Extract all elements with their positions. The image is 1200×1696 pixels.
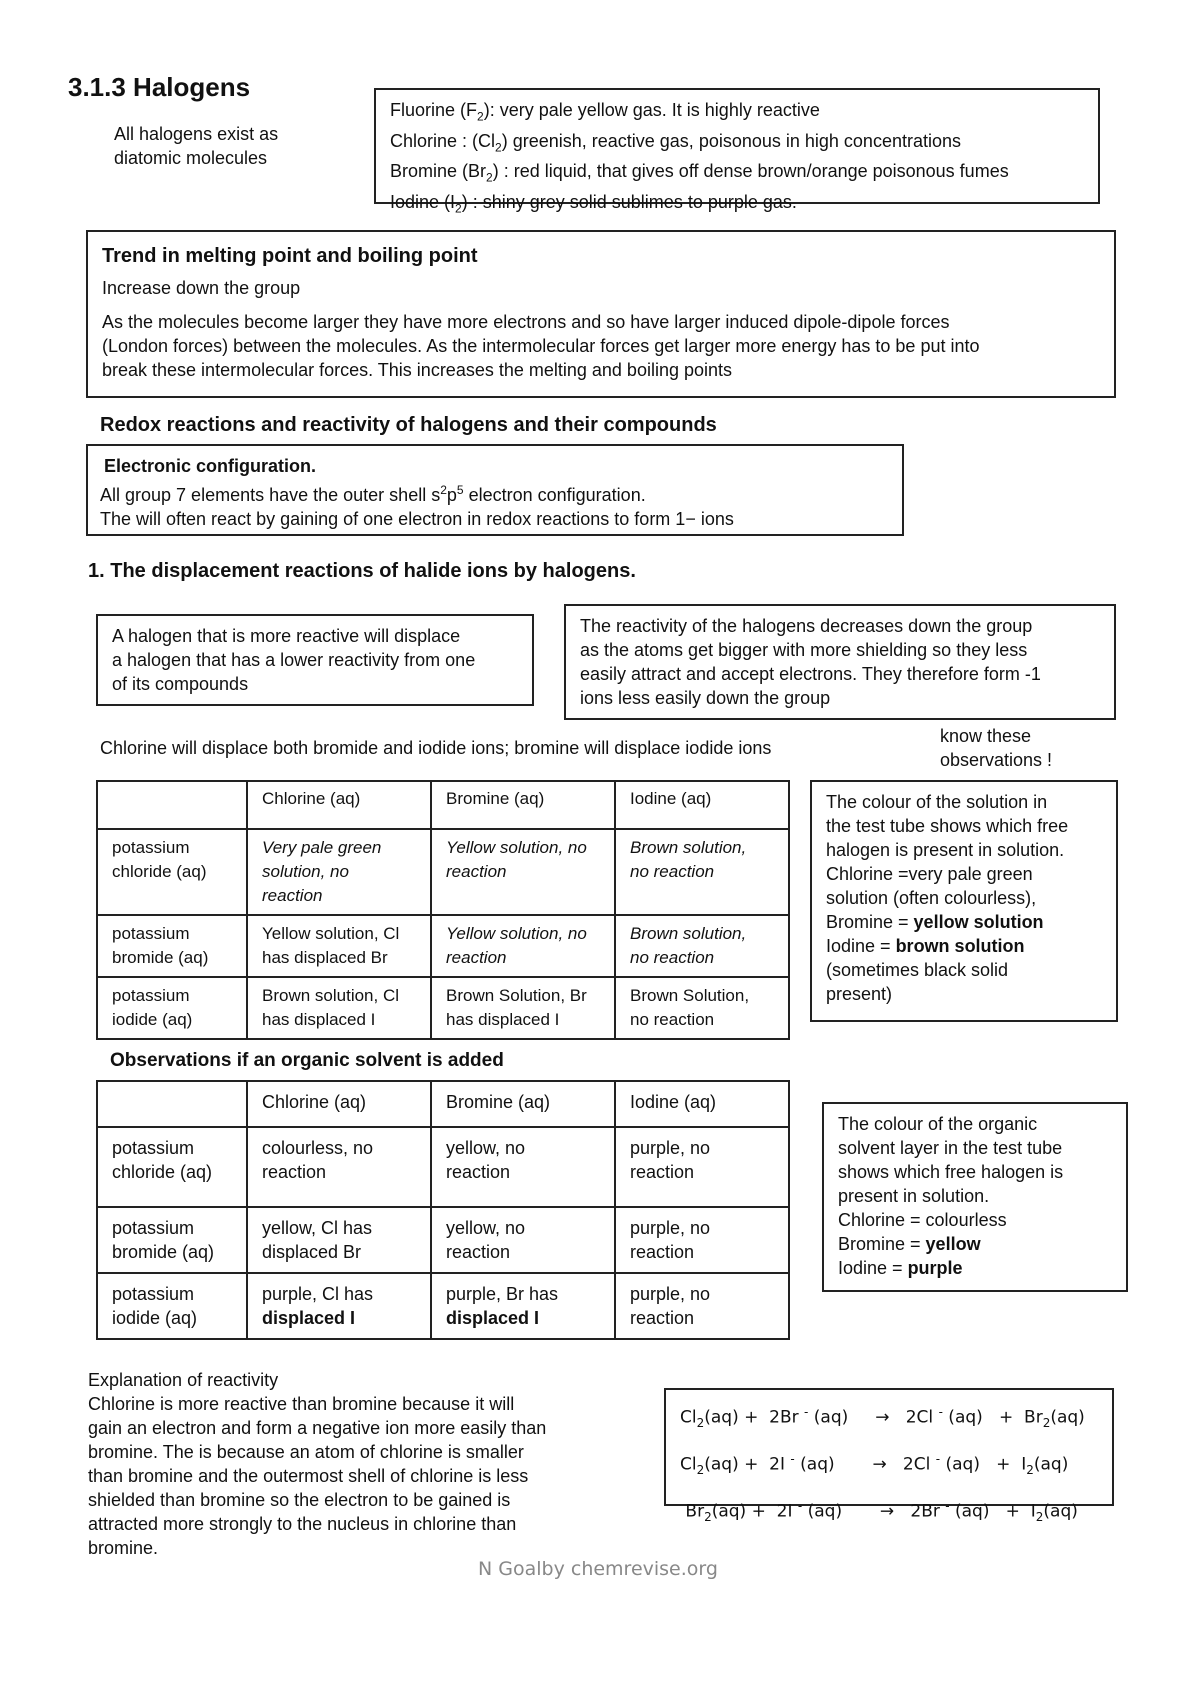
trend-box [86, 230, 1116, 398]
colour-note-line: solvent layer in the test tube [838, 1138, 1063, 1158]
table-row [97, 829, 789, 915]
chlorine-line: Chlorine : $(Cl_2)$ greenish, reactive gas, poisonous in high concentrations [390, 130, 961, 155]
equation-line: $Cl_2(aq) + 2I$ - (aq) → 2Cl - $(aq) + I_2(aq)$ [680, 1452, 1069, 1478]
table-header-cell: Iodine (aq) [615, 781, 789, 829]
colour-note-line: The colour of the solution in [826, 792, 1048, 812]
table-cell: yellow, no reaction [431, 1207, 615, 1273]
table-header-cell: Bromine (aq) [431, 1081, 615, 1127]
displacement-table [96, 780, 790, 1040]
explanation-line: than bromine and the outermost shell of chlorine is less [88, 1466, 529, 1486]
colour-note-line: present in solution. [838, 1186, 990, 1206]
table-header-row [97, 781, 789, 829]
trend-paragraph-line: As the molecules become larger they have more electrons and so have larger induced dipole-dipole forces [102, 312, 950, 332]
iodine-colour-line: Iodine = purple [838, 1258, 963, 1278]
bromine-colour-line: Bromine = yellow solution [826, 912, 1044, 932]
know-observations-note [940, 724, 1052, 772]
explanation-line: bromine. The is because an atom of chlorine is smaller [88, 1442, 524, 1462]
table-cell: Brown solution, no reaction [615, 915, 789, 977]
table-cell: Yellow solution, Cl has displaced Br [247, 915, 431, 977]
colour-note-line: the test tube shows which free [826, 816, 1069, 836]
row-label: potassium bromide (aq) [97, 915, 247, 977]
footer-credit: N Goalby chemrevise.org [478, 1558, 718, 1580]
colour-note-line: present) [826, 984, 893, 1004]
table-header-cell: Chlorine (aq) [247, 1081, 431, 1127]
reactivity-line: as the atoms get bigger with more shielding so they less [580, 640, 1028, 660]
config-line: The will often react by gaining of one electron in redox reactions to form 1− ions [100, 509, 734, 529]
table-cell: purple, no reaction [615, 1127, 789, 1207]
displacement-rule-box [96, 614, 534, 706]
table-row [97, 1273, 789, 1339]
table-header-cell: Bromine (aq) [431, 781, 615, 829]
config-heading: Electronic configuration. [104, 456, 317, 476]
reactivity-line: The reactivity of the halogens decreases down the group [580, 616, 1033, 636]
redox-heading: Redox reactions and reactivity of halogens and their compounds [100, 414, 717, 436]
intro-note [114, 122, 278, 170]
iodine-colour-line: Iodine = brown solution [826, 936, 1025, 956]
page-title: 3.1.3 Halogens [68, 72, 251, 102]
row-label: potassium chloride (aq) [97, 1127, 247, 1207]
table-cell: Brown Solution, no reaction [615, 977, 789, 1039]
equation-line: $Br_2(aq) + 2I$ - (aq) → 2Br - $(aq) + I_2(aq)$ [680, 1499, 1078, 1525]
trend-paragraph-line: (London forces) between the molecules. As the intermolecular forces get larger more energy has to be put into [102, 336, 980, 356]
table-row [97, 1127, 789, 1207]
section1-heading: 1. The displacement reactions of halide ions by halogens. [88, 560, 636, 582]
explanation-heading: Explanation of reactivity [88, 1370, 279, 1390]
row-label: potassium chloride (aq) [97, 829, 247, 915]
table-header-cell [97, 1081, 247, 1127]
trend-paragraph-line: break these intermolecular forces. This increases the melting and boiling points [102, 360, 732, 380]
row-label: potassium bromide (aq) [97, 1207, 247, 1273]
intro-note-line: diatomic molecules [114, 148, 268, 168]
solution-colour-box [810, 780, 1118, 1022]
trend-summary: Increase down the group [102, 278, 301, 298]
table-cell: yellow, no reaction [431, 1127, 615, 1207]
table-cell: yellow, Cl has displaced Br [247, 1207, 431, 1273]
displacement-rule-line: A halogen that is more reactive will displace [112, 626, 461, 646]
fluorine-line: Fluorine $(F_2)$: very pale yellow gas. It is highly reactive [390, 100, 820, 124]
table-cell: purple, Br has displaced I [431, 1273, 615, 1339]
table-cell: Very pale green solution, no reaction [247, 829, 431, 915]
explanation-line: shielded than bromine so the electron to be gained is [88, 1490, 511, 1510]
displacement-rule-line: of its compounds [112, 674, 249, 694]
reactivity-line: easily attract and accept electrons. They therefore form -1 [580, 664, 1041, 684]
equation-line: $Cl_2(aq) + 2Br$ - (aq) → 2Cl - $(aq) + Br_2(aq)$ [680, 1405, 1085, 1431]
row-label: potassium iodide (aq) [97, 1273, 247, 1339]
table-header-cell: Iodine (aq) [615, 1081, 789, 1127]
chlorine-displacement-note: Chlorine will displace both bromide and iodide ions; bromine will displace iodide ions [100, 738, 772, 758]
explanation-line: bromine. [88, 1538, 159, 1558]
trend-heading: Trend in melting point and boiling point [102, 245, 478, 267]
table-cell: purple, no reaction [615, 1207, 789, 1273]
colour-note-line: Chlorine =very pale green [826, 864, 1033, 884]
electronic-config-box [86, 444, 904, 536]
equations-box [664, 1388, 1114, 1525]
chlorine-colour-line: Chlorine = colourless [838, 1210, 1007, 1230]
config-line: All group 7 elements have the outer shell $s^2p^5$ electron configuration. [100, 483, 646, 505]
intro-note-line: All halogens exist as [114, 124, 279, 144]
table-cell: Brown solution, no reaction [615, 829, 789, 915]
organic-colour-box [822, 1102, 1128, 1292]
displacement-rule-line: a halogen that has a lower reactivity from one [112, 650, 476, 670]
bromine-colour-line: Bromine = yellow [838, 1234, 981, 1254]
table-cell: colourless, no reaction [247, 1127, 431, 1207]
table-row [97, 1207, 789, 1273]
iodine-line: Iodine $(I_2)$ : shiny grey solid sublimes to purple gas. [390, 191, 797, 216]
table-cell: Yellow solution, no reaction [431, 829, 615, 915]
bromine-line: Bromine $(Br_2)$ : red liquid, that gives off dense brown/orange poisonous fumes [390, 161, 1009, 185]
table-row [97, 915, 789, 977]
explanation-line: attracted more strongly to the nucleus in chlorine than [88, 1514, 517, 1534]
colour-note-line: (sometimes black solid [826, 960, 1009, 980]
colour-note-line: solution (often colourless), [826, 888, 1037, 908]
table-cell: Yellow solution, no reaction [431, 915, 615, 977]
reactivity-trend-box [564, 604, 1116, 720]
explanation-line: Chlorine is more reactive than bromine because it will [88, 1394, 515, 1414]
know-note-line: know these [940, 726, 1032, 746]
colour-note-line: halogen is present in solution. [826, 840, 1065, 860]
table-header-cell: Chlorine (aq) [247, 781, 431, 829]
organic-solvent-table [96, 1080, 790, 1340]
halogen-properties-box [374, 88, 1100, 216]
table-cell: Brown Solution, Br has displaced I [431, 977, 615, 1039]
table-header-cell [97, 781, 247, 829]
table-row [97, 977, 789, 1039]
explanation-section [88, 1368, 546, 1560]
colour-note-line: The colour of the organic [838, 1114, 1038, 1134]
table-cell: purple, no reaction [615, 1273, 789, 1339]
table-cell: Brown solution, Cl has displaced I [247, 977, 431, 1039]
colour-note-line: shows which free halogen is [838, 1162, 1064, 1182]
table-cell: purple, Cl has displaced I [247, 1273, 431, 1339]
reactivity-line: ions less easily down the group [580, 688, 831, 708]
row-label: potassium iodide (aq) [97, 977, 247, 1039]
organic-solvent-heading: Observations if an organic solvent is added [110, 1050, 504, 1071]
table-header-row [97, 1081, 789, 1127]
know-note-line: observations ! [940, 750, 1053, 770]
explanation-line: gain an electron and form a negative ion more easily than [88, 1418, 547, 1438]
